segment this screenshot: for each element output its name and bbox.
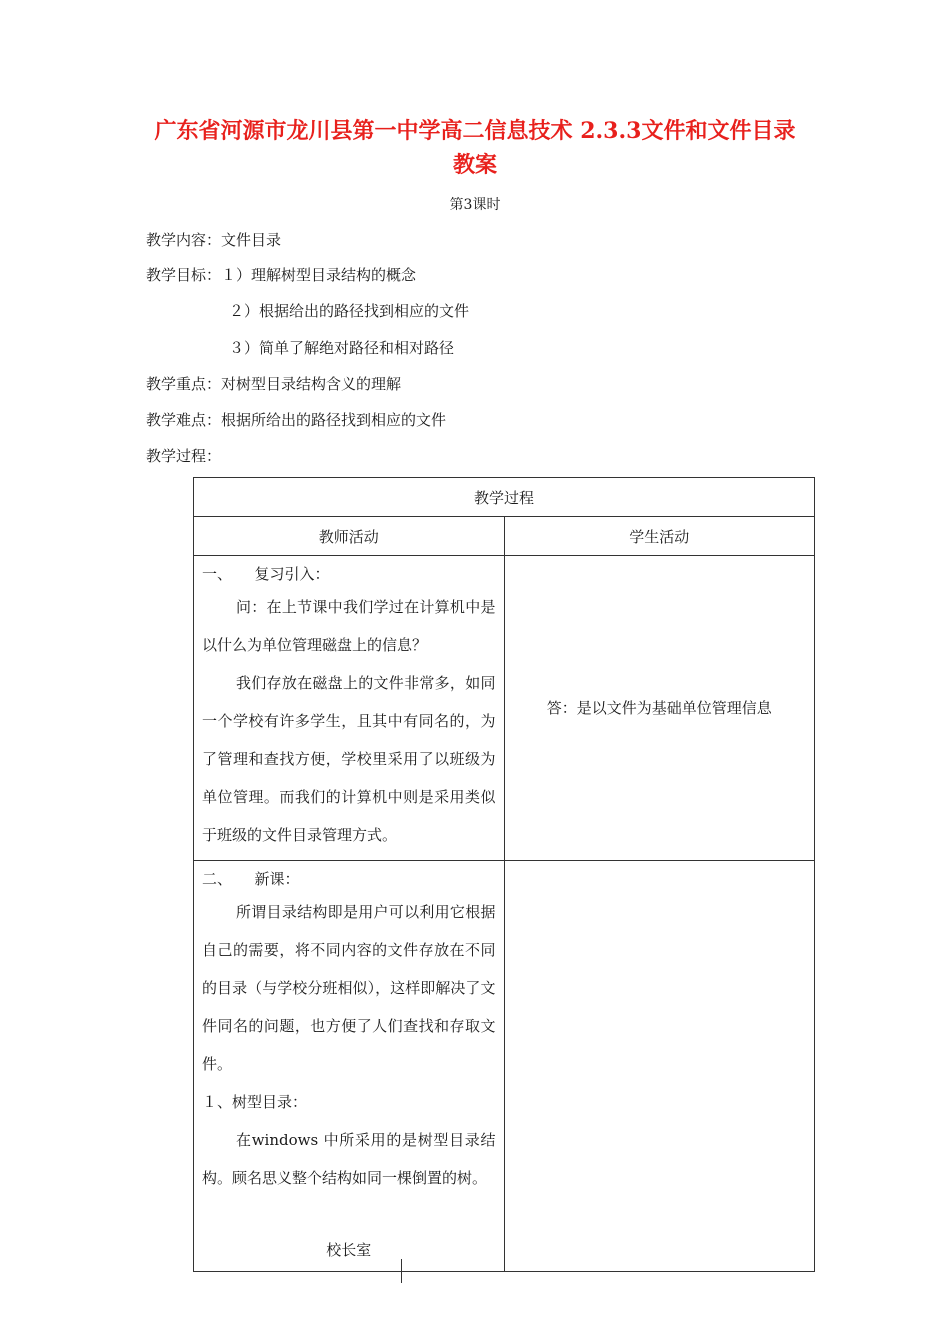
review-student-answer: 答：是以文件为基础单位管理信息 [504, 556, 815, 861]
review-teacher-cell [194, 556, 505, 861]
process-table [193, 477, 815, 1272]
newlesson-section-title: 二、 新课： [202, 870, 300, 888]
teaching-content: 教学内容：文件目录 [146, 231, 282, 249]
review-paragraph: 我们存放在磁盘上的文件非常多，如同一个学校有许多学生，且其中有同名的，为了管理和查找方便，学校里采用了以班级为单位管理。而我们的计算机中则是采用类似于班级的文件目录管理方式。 [202, 674, 496, 844]
tree-root-label: 校长室 [326, 1241, 372, 1259]
tree-directory-paragraph: 在windows 中所采用的是树型目录结构。顾名思义整个结构如同一棵倒置的树。 [202, 1131, 496, 1187]
review-question: 问：在上节课中我们学过在计算机中是以什么为单位管理磁盘上的信息？ [202, 598, 496, 654]
teaching-process-label: 教学过程： [146, 447, 222, 465]
teaching-goal-1: 教学目标：１）理解树型目录结构的概念 [146, 266, 417, 284]
teaching-focus: 教学重点：对树型目录结构含义的理解 [146, 375, 402, 393]
teacher-activity-header: 教师活动 [194, 517, 505, 556]
teaching-goal-2: ２）根据给出的路径找到相应的文件 [229, 302, 470, 320]
lesson-number: 第3课时 [449, 197, 501, 213]
newlesson-paragraph: 所谓目录结构即是用户可以利用它根据自己的需要，将不同内容的文件存放在不同的目录（与学校分班相似），这样即解决了文件同名的问题，也方便了人们查找和存取文件。 [202, 903, 496, 1073]
title-line-1: 广东省河源市龙川县第一中学高二信息技术 2.3.3文件和文件目录 [154, 118, 796, 144]
teaching-difficulty: 教学难点：根据所给出的路径找到相应的文件 [146, 411, 447, 429]
newlesson-teacher-cell [194, 861, 505, 1272]
review-section-title: 一、 复习引入： [202, 565, 330, 583]
tree-directory-subtitle: １、树型目录： [202, 1093, 308, 1111]
document-title [130, 114, 820, 182]
newlesson-student-cell [504, 861, 815, 1272]
student-activity-header: 学生活动 [504, 517, 815, 556]
tree-root-stem [401, 1259, 402, 1283]
title-line-2: 教案 [452, 152, 497, 178]
teaching-goal-3: ３）简单了解绝对路径和相对路径 [229, 339, 455, 357]
tree-diagram [202, 1235, 496, 1265]
table-header: 教学过程 [194, 478, 815, 517]
